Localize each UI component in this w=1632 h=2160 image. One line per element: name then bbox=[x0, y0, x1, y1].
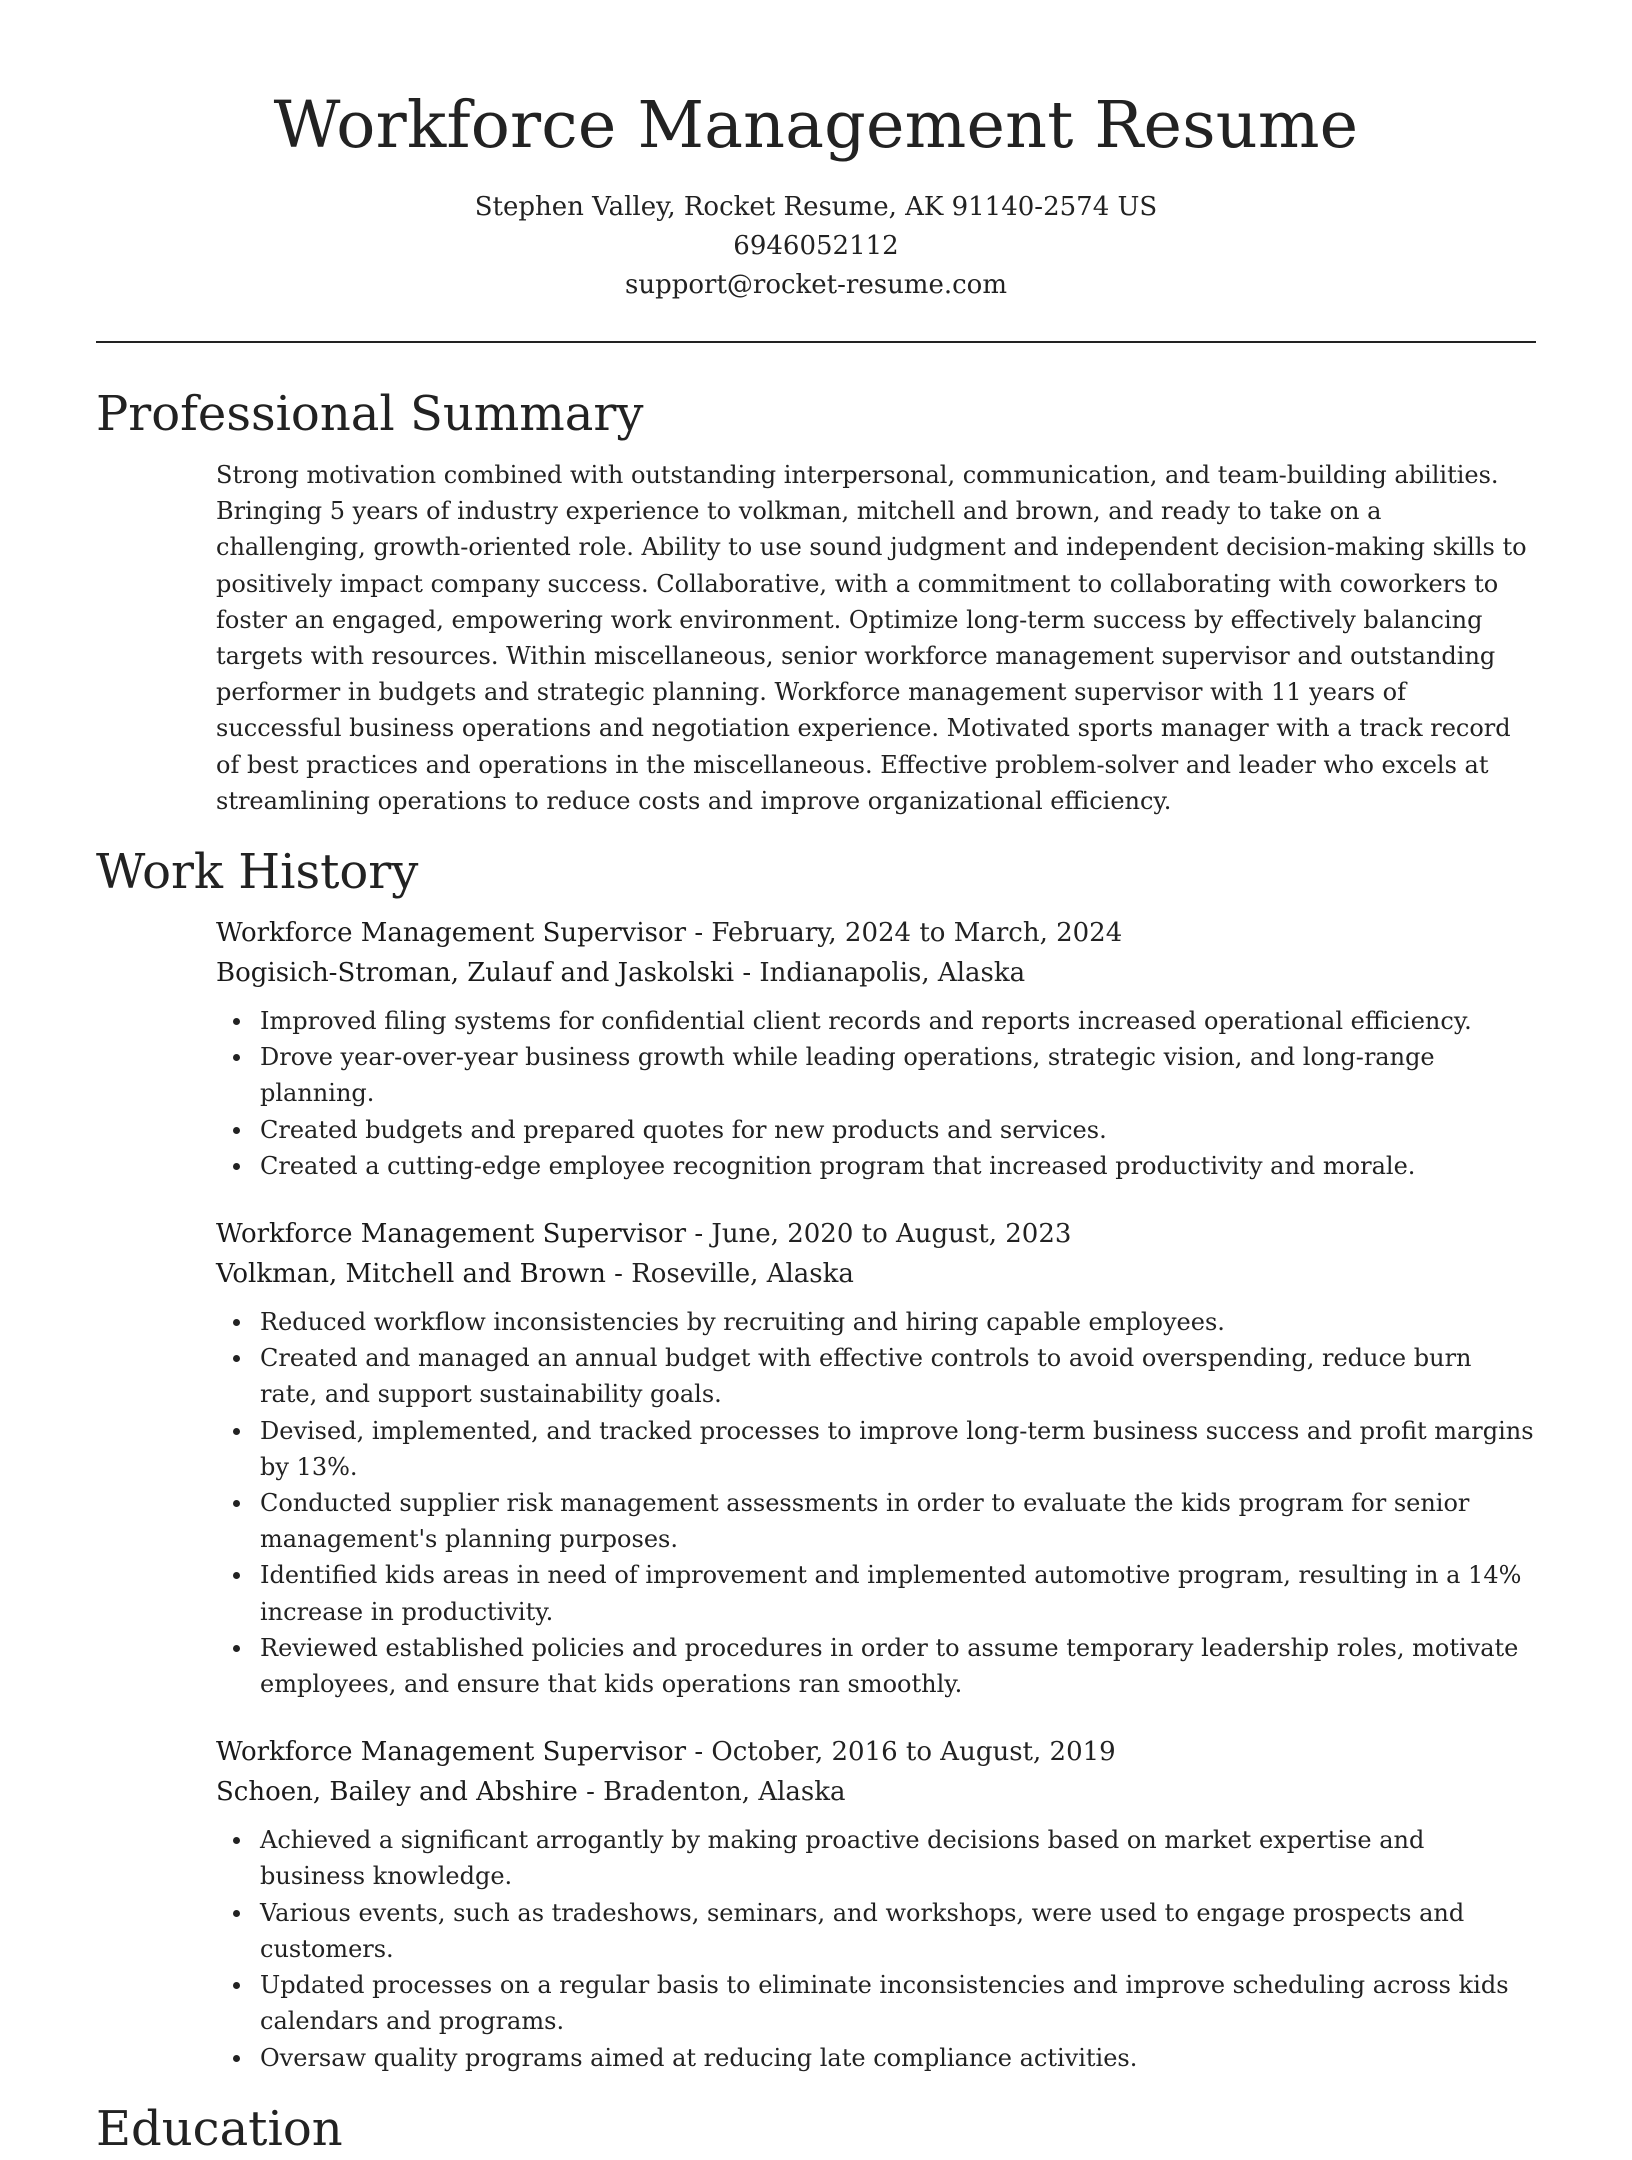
job-separator: - bbox=[686, 1219, 712, 1250]
job-dates: June, 2020 to August, 2023 bbox=[711, 1219, 1072, 1250]
job-dates: February, 2024 to March, 2024 bbox=[711, 918, 1123, 949]
job-entry bbox=[216, 913, 1536, 1184]
job-title-line bbox=[216, 1214, 1536, 1254]
header-divider bbox=[96, 341, 1536, 343]
job-company: Volkman, Mitchell and Brown bbox=[216, 1259, 606, 1290]
job-bullet: Various events, such as tradeshows, seminars, and workshops, were used to engage prospects and customers. bbox=[260, 1895, 1536, 1967]
job-bullets bbox=[216, 1003, 1536, 1184]
job-bullet: Created a cutting-edge employee recognition program that increased productivity and morale. bbox=[260, 1148, 1536, 1184]
job-company-line bbox=[216, 953, 1536, 993]
resume-header bbox=[96, 0, 1536, 305]
education-section bbox=[96, 2098, 1536, 2160]
education-heading: Education bbox=[96, 2100, 343, 2157]
summary-text: Strong motivation combined with outstanding interpersonal, communication, and team-building abilities. Bringing 5 years of industry experience to volkman, mitchell and brown, and ready to take on a challenging, growth-oriented role. Ability to use sound judgment and independent decision-making skills to positively impact company success. Collaborative, with a commitment to collaborating with coworkers to foster an engaged, empowering work environment. Optimize long-term success by effectively balancing targets with resources. Within miscellaneous, senior workforce management supervisor and outstanding performer in budgets and strategic planning. Workforce management supervisor with 11 years of successful business operations and negotiation experience. Motivated sports manager with a track record of best practices and operations in the miscellaneous. Effective problem-solver and leader who excels at streamlining operations to reduce costs and improve organizational efficiency. bbox=[216, 461, 1527, 815]
job-title-line bbox=[216, 1732, 1536, 1772]
job-bullet: Oversaw quality programs aimed at reducing late compliance activities. bbox=[260, 2040, 1536, 2076]
work-history-section bbox=[96, 841, 1536, 2076]
job-company-line bbox=[216, 1772, 1536, 1812]
job-bullet: Created and managed an annual budget with effective controls to avoid overspending, reduce burn rate, and support sustainability goals. bbox=[260, 1340, 1536, 1412]
job-entry bbox=[216, 1214, 1536, 1702]
job-entry bbox=[216, 1732, 1536, 2075]
contact-phone: 6946052112 bbox=[733, 231, 899, 261]
job-bullets bbox=[216, 1822, 1536, 2075]
job-bullet: Created budgets and prepared quotes for new products and services. bbox=[260, 1112, 1536, 1148]
job-bullet: Achieved a significant arrogantly by making proactive decisions based on market expertise and business knowledge. bbox=[260, 1822, 1536, 1894]
job-bullet: Conducted supplier risk management assessments in order to evaluate the kids program for senior management's planning purposes. bbox=[260, 1485, 1536, 1557]
job-separator: - bbox=[577, 1777, 604, 1808]
job-title: Workforce Management Supervisor bbox=[216, 1737, 687, 1768]
resume-page bbox=[96, 0, 1536, 2160]
contact-address: Stephen Valley, Rocket Resume, AK 91140-2574 US bbox=[474, 192, 1158, 222]
job-title: Workforce Management Supervisor bbox=[216, 918, 687, 949]
job-title-line bbox=[216, 913, 1536, 953]
job-bullet: Improved filing systems for confidential client records and reports increased operational efficiency. bbox=[260, 1003, 1536, 1039]
job-location: Indianapolis, Alaska bbox=[759, 958, 1026, 989]
job-company: Schoen, Bailey and Abshire bbox=[216, 1777, 578, 1808]
job-location: Roseville, Alaska bbox=[631, 1259, 854, 1290]
job-bullets bbox=[216, 1304, 1536, 1702]
contact-email: support@rocket-resume.com bbox=[624, 270, 1007, 300]
job-bullet: Identified kids areas in need of improvement and implemented automotive program, resulting in a 14% increase in productivity. bbox=[260, 1557, 1536, 1629]
job-separator: - bbox=[686, 1737, 712, 1768]
job-bullet: Reviewed established policies and procedures in order to assume temporary leadership roles, motivate employees, and ensure that kids operations ran smoothly. bbox=[260, 1630, 1536, 1702]
job-separator: - bbox=[734, 958, 760, 989]
contact-block bbox=[96, 188, 1536, 305]
job-dates: October, 2016 to August, 2019 bbox=[711, 1737, 1116, 1768]
job-bullet: Devised, implemented, and tracked processes to improve long-term business success and profit margins by 13%. bbox=[260, 1413, 1536, 1485]
resume-title: Workforce Management Resume bbox=[273, 88, 1359, 163]
summary-heading: Professional Summary bbox=[96, 386, 644, 442]
job-company-line bbox=[216, 1254, 1536, 1294]
summary-section bbox=[96, 383, 1536, 819]
job-title: Workforce Management Supervisor bbox=[216, 1219, 687, 1250]
job-separator: - bbox=[605, 1259, 632, 1290]
job-company: Bogisich-Stroman, Zulauf and Jaskolski bbox=[216, 958, 735, 989]
job-bullet: Reduced workflow inconsistencies by recruiting and hiring capable employees. bbox=[260, 1304, 1536, 1340]
job-separator: - bbox=[686, 918, 712, 949]
work-history-heading: Work History bbox=[96, 844, 419, 901]
job-bullet: Drove year-over-year business growth while leading operations, strategic vision, and long-range planning. bbox=[260, 1039, 1536, 1111]
job-location: Bradenton, Alaska bbox=[603, 1777, 846, 1808]
job-bullet: Updated processes on a regular basis to eliminate inconsistencies and improve scheduling across kids calendars and programs. bbox=[260, 1967, 1536, 2039]
